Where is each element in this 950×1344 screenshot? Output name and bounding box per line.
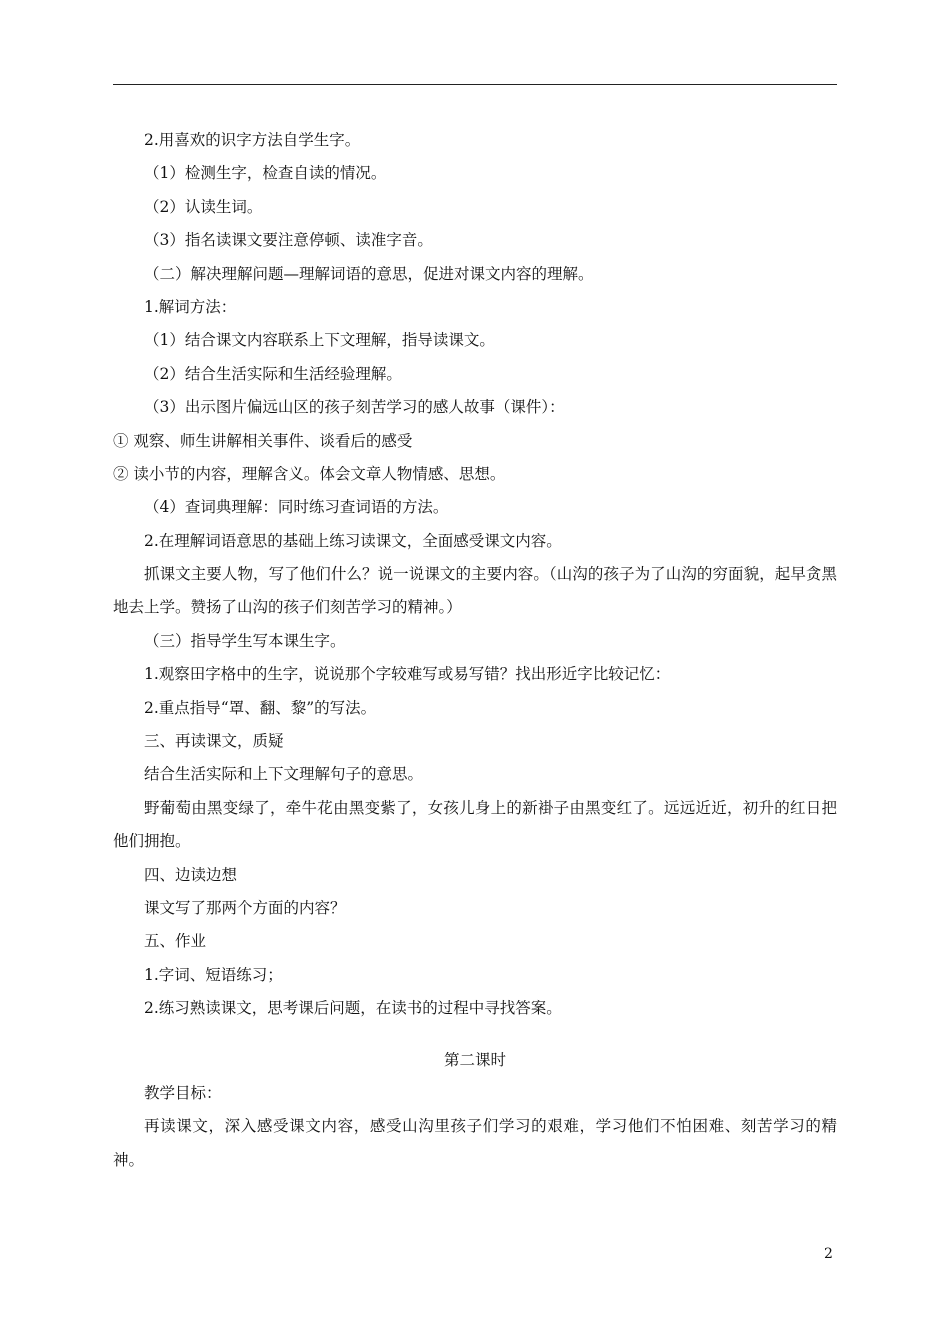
summary-paragraph: 抓课文主要人物，写了他们什么？说一说课文的主要内容。（山沟的孩子为了山沟的穷面貌，起早贪黑地去上学。赞扬了山沟的孩子们刻苦学习的精神。） [113, 565, 837, 617]
goal-label: 教学目标： [144, 1084, 222, 1103]
text-line: （二）解决理解问题—理解词语的意思，促进对课文内容的理解。 [144, 264, 594, 283]
section-heading: 四、边读边想 [144, 865, 238, 884]
text-line: ② 读小节的内容，理解含义。体会文章人物情感、思想。 [113, 464, 506, 483]
text-line: 2.练习熟读课文，思考课后问题，在读书的过程中寻找答案。 [144, 999, 562, 1018]
text-line: （1）结合课文内容联系上下文理解，指导读课文。 [144, 331, 495, 350]
section-heading: 五、作业 [144, 932, 207, 951]
text-line: （3）指名读课文要注意停顿、读准字音。 [144, 231, 433, 250]
text-line: （三）指导学生写本课生字。 [144, 631, 346, 650]
text-line: 1.观察田字格中的生字，说说那个字较难写或易写错？找出形近字比较记忆： [144, 665, 671, 684]
text-line: 1.字词、短语练习； [144, 965, 283, 984]
document-body [113, 124, 837, 1177]
text-line: 2.重点指导“罩、翻、黎”的写法。 [144, 698, 377, 717]
text-line: （2）结合生活实际和生活经验理解。 [144, 364, 402, 383]
text-line: 结合生活实际和上下文理解句子的意思。 [144, 765, 424, 784]
spacer [113, 1026, 837, 1044]
sentence-paragraph: 野葡萄由黑变绿了，牵牛花由黑变紫了，女孩儿身上的新褂子由黑变红了。远远近近，初升的红日把他们拥抱。 [113, 798, 837, 851]
text-line: （3）出示图片偏远山区的孩子刻苦学习的感人故事（课件）： [144, 398, 565, 417]
text-line: 2.用喜欢的识字方法自学生字。 [144, 131, 361, 149]
header-rule [113, 84, 837, 85]
text-line: （2）认读生词。 [144, 197, 263, 216]
text-line: （1）检测生字，检查自读的情况。 [144, 164, 387, 183]
text-line: ① 观察、师生讲解相关事件、谈看后的感受 [113, 431, 413, 450]
goal-paragraph: 再读课文，深入感受课文内容，感受山沟里孩子们学习的艰难，学习他们不怕困难、刻苦学习的精神。 [113, 1117, 837, 1169]
text-line: 课文写了那两个方面的内容？ [144, 899, 346, 918]
page-number: 2 [824, 1246, 833, 1262]
text-line: （4）查词典理解：同时练习查词语的方法。 [144, 498, 449, 517]
text-line: 2.在理解词语意思的基础上练习读课文，全面感受课文内容。 [144, 531, 562, 550]
lesson-title: 第二课时 [443, 1050, 506, 1069]
section-heading: 三、再读课文，质疑 [144, 732, 284, 751]
text-line: 1.解词方法： [144, 297, 237, 316]
